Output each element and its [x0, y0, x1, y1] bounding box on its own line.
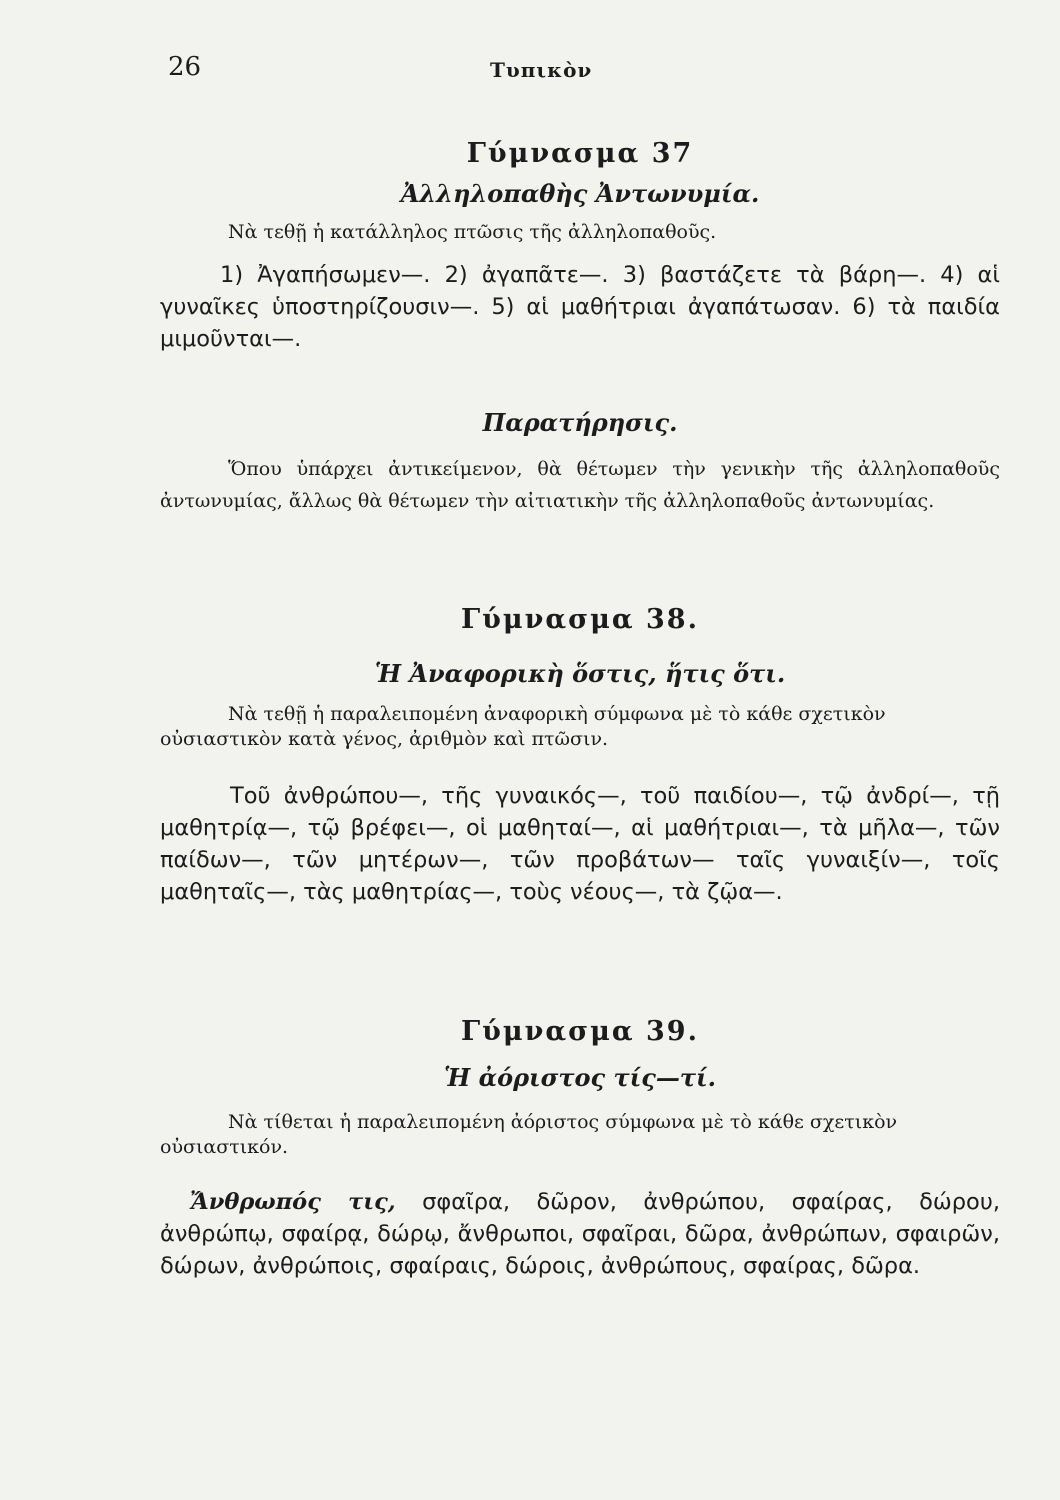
exercise-37-title: Γύμνασμα 37: [466, 138, 694, 169]
exercise-38-body: Τοῦ ἀνθρώπου—, τῆς γυναικός—, τοῦ παιδίου—, τῷ ἀνδρί—, τῇ μαθητρίᾳ—, τῷ βρέφει—, οἱ μαθηταί—, αἱ μαθήτριαι—, τὰ μῆλα—, τῶν παίδων—, τῶν μητέρων—, τῶν προβάτων— ταῖς γυναιξίν—, τοῖς μαθηταῖς—, τὰς μαθητρίας—, τοὺς νέους—, τὰ ζῷα—.: [160, 783, 1000, 905]
page-number: 26: [168, 52, 202, 82]
note: [160, 408, 1000, 517]
page-header: [0, 52, 1060, 92]
exercise-39-instruction: Νὰ τίθεται ἡ παραλειπομένη ἀόριστος σύμφωνα μὲ τὸ κάθε σχετικὸν οὐσιαστικόν.: [160, 1111, 898, 1158]
exercise-39-body: [160, 1186, 1000, 1282]
exercise-38-title: Γύμνασμα 38.: [461, 604, 699, 635]
exercise-39-lead: Ἄνθρωπός τις,: [190, 1189, 396, 1215]
exercise-39: [160, 1016, 1000, 1282]
note-text: Ὅπου ὑπάρχει ἀντικείμενον, θὰ θέτωμεν τὴν γενικὴν τῆς ἀλληλοπαθοῦς ἀντωνυμίας, ἄλλως θὰ θέτωμεν τὴν αἰτιατικὴν τῆς ἀλληλοπαθοῦς ἀντωνυμίας.: [160, 458, 1000, 512]
exercise-38-instruction: Νὰ τεθῇ ἡ παραλειπομένη ἀναφορικὴ σύμφωνα μὲ τὸ κάθε σχετικὸν οὐσιαστικὸν κατὰ γένος, ἀριθμὸν καὶ πτῶσιν.: [160, 703, 886, 750]
exercise-37-instruction: Νὰ τεθῇ ἡ κατάλληλος πτῶσις τῆς ἀλληλοπαθοῦς.: [228, 221, 717, 243]
exercise-39-title: Γύμνασμα 39.: [461, 1016, 699, 1047]
exercise-39-words: σφαῖρα, δῶρον, ἀνθρώπου, σφαίρας, δώρου, ἀνθρώπῳ, σφαίρᾳ, δώρῳ, ἄνθρωποι, σφαῖραι, δῶρα, ἀνθρώπων, σφαιρῶν, δώρων, ἀνθρώποις, σφαίραις, δώροις, ἀνθρώπους, σφαίρας, δῶρα.: [160, 1189, 1000, 1279]
exercise-37-body: 1) Ἀγαπήσωμεν—. 2) ἀγαπᾶτε—. 3) βαστάζετε τὰ βάρη—. 4) αἱ γυναῖκες ὑποστηρίζουσιν—. 5) αἱ μαθήτριαι ἀγαπάτωσαν. 6) τὰ παιδία μιμοῦνται—.: [160, 262, 1000, 352]
exercise-39-subtitle: Ἡ ἀόριστος τίς—τί.: [444, 1063, 716, 1092]
exercise-37-subtitle: Ἀλληλοπαθὴς Ἀντωνυμία.: [400, 179, 760, 208]
exercise-37: [160, 138, 1000, 355]
running-title: Τυπικὸν: [490, 58, 593, 82]
exercise-38-subtitle: Ἡ Ἀναφορικὴ ὅστις, ἥτις ὅτι.: [374, 659, 786, 688]
note-title: Παρατήρησις.: [482, 408, 678, 437]
exercise-38: [160, 604, 1000, 908]
